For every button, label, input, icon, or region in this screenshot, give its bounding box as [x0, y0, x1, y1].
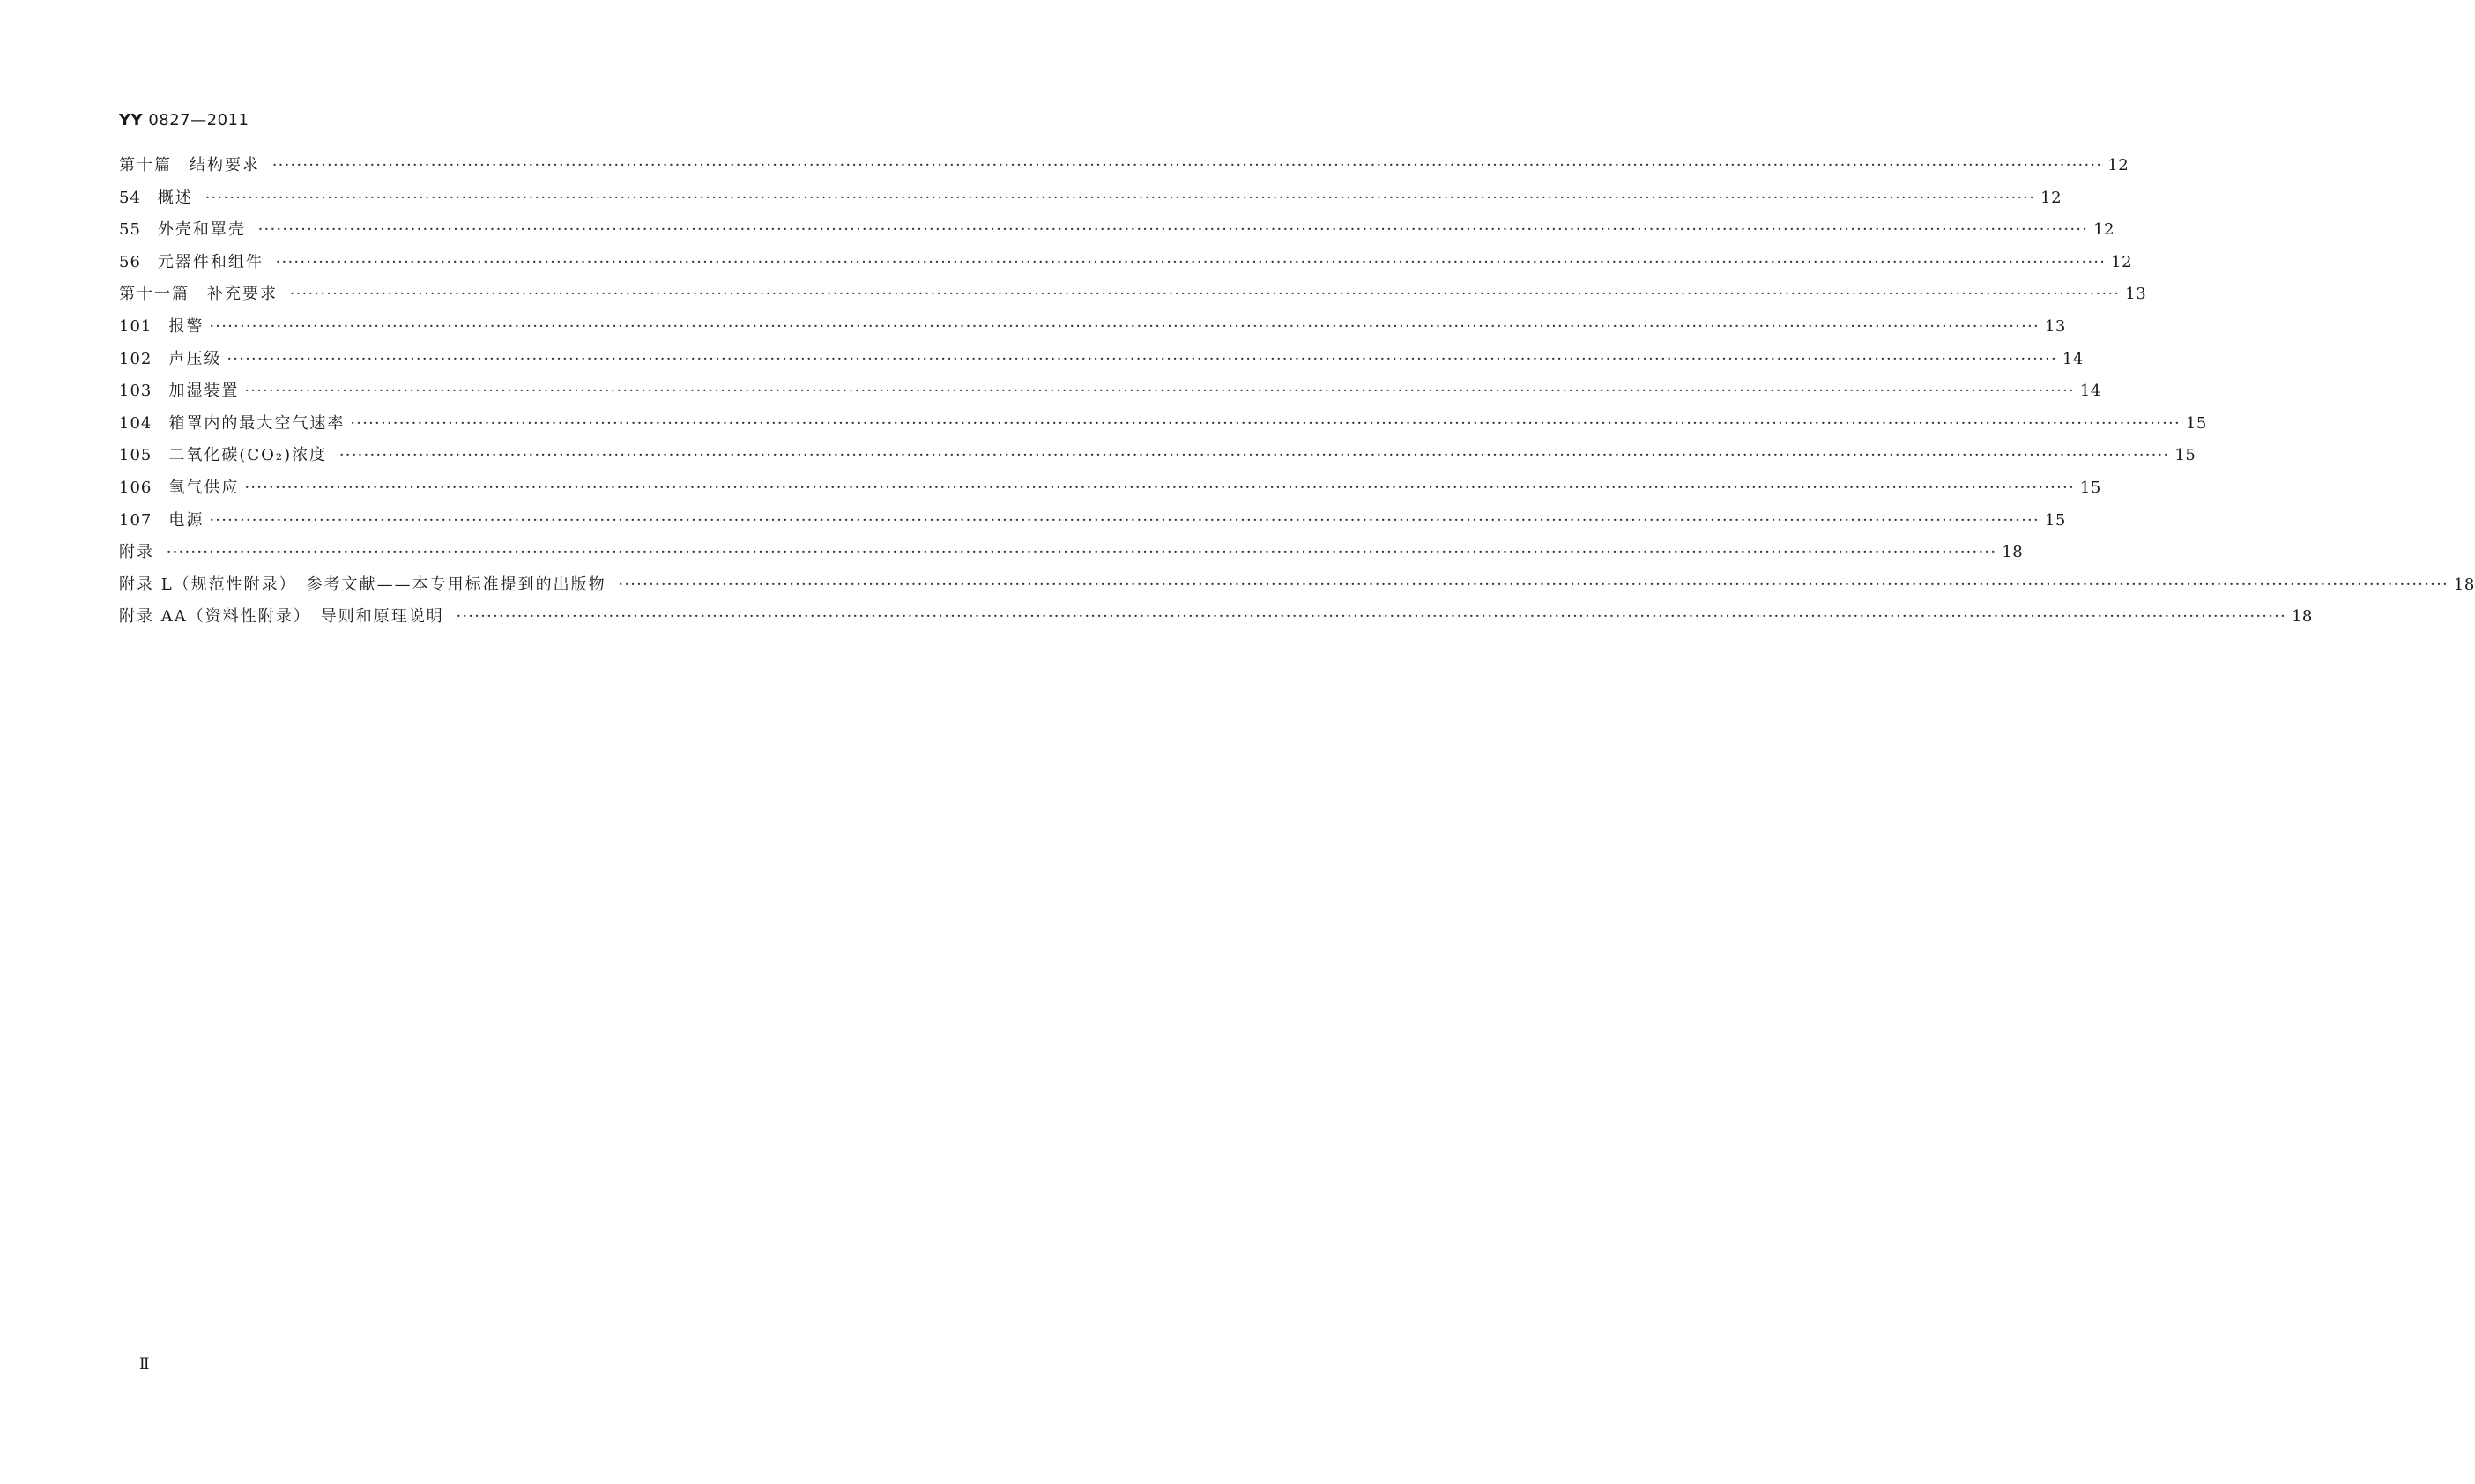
- toc-entry-page: 14: [2079, 382, 2101, 401]
- toc-entry-title: 附录: [119, 543, 161, 562]
- toc-entry-page: 13: [2125, 285, 2147, 304]
- toc-entry-number: 105: [119, 446, 169, 465]
- toc-entry[interactable]: [119, 413, 2207, 446]
- toc-entry-page: 15: [2044, 510, 2066, 530]
- toc-entry-title: 二氧化碳(CO₂)浓度: [168, 446, 334, 465]
- toc-entry-number: 54: [119, 188, 158, 207]
- toc-entry[interactable]: [119, 219, 2115, 252]
- toc-entry-title: 报警: [168, 316, 204, 336]
- toc-entry-page: 12: [2107, 156, 2129, 174]
- toc-entry-page: 12: [2093, 220, 2115, 240]
- toc-entry[interactable]: [119, 284, 2147, 316]
- toc-leader-dots: ············································································································································································································································································································: [209, 316, 2040, 336]
- toc-entry-title: 第十篇 结构要求: [119, 156, 267, 174]
- toc-entry-page: 18: [2002, 543, 2024, 562]
- toc-entry-title: 附录 AA（资料性附录） 导则和原理说明: [119, 607, 451, 627]
- toc-leader-dots: ············································································································································································································································································································: [289, 285, 2121, 304]
- table-of-contents: [119, 155, 2475, 639]
- standard-prefix: YY: [119, 111, 144, 130]
- toc-entry[interactable]: [119, 510, 2066, 543]
- toc-entry-number: 104: [119, 413, 169, 433]
- toc-entry-number: 56: [119, 252, 158, 271]
- toc-entry-title: 元器件和组件: [157, 252, 271, 271]
- toc-leader-dots: ············································································································································································································································································································: [338, 446, 2170, 465]
- toc-entry-page: 15: [2185, 413, 2207, 433]
- toc-entry-title: 箱罩内的最大空气速率: [168, 413, 346, 433]
- toc-entry-page: 15: [2079, 478, 2101, 497]
- page-number: Ⅱ: [139, 1355, 150, 1373]
- toc-entry-page: 14: [2062, 349, 2084, 368]
- toc-entry[interactable]: [119, 381, 2101, 413]
- toc-entry-title: 电源: [168, 510, 204, 530]
- toc-entry-page: 12: [2111, 252, 2133, 271]
- toc-entry-title: 声压级: [168, 349, 222, 368]
- toc-entry-title: 附录 L（规范性附录） 参考文献——本专用标准提到的出版物: [119, 575, 613, 594]
- standard-number: [119, 111, 249, 130]
- toc-leader-dots: ············································································································································································································································································································: [618, 575, 2449, 594]
- toc-entry-page: 18: [2453, 575, 2475, 594]
- toc-entry-number: 102: [119, 349, 169, 368]
- standard-code: 0827—2011: [148, 111, 249, 130]
- toc-entry-title: 概述: [157, 188, 200, 207]
- toc-entry[interactable]: [119, 349, 2084, 382]
- toc-leader-dots: ············································································································································································································································································································: [275, 252, 2107, 271]
- toc-entry-number: 101: [119, 316, 169, 336]
- toc-entry-number: 103: [119, 382, 169, 401]
- toc-entry-number: 106: [119, 478, 169, 497]
- toc-entry-page: 12: [2040, 188, 2062, 207]
- toc-entry[interactable]: [119, 155, 2129, 188]
- toc-entry[interactable]: [119, 575, 2475, 607]
- toc-entry-title: 加湿装置: [168, 382, 240, 401]
- toc-entry[interactable]: [119, 542, 2024, 575]
- toc-entry[interactable]: [119, 445, 2196, 478]
- toc-leader-dots: ············································································································································································································································································································: [456, 607, 2286, 627]
- toc-entry-title: 外壳和罩壳: [157, 220, 253, 240]
- toc-leader-dots: ············································································································································································································································································································: [166, 543, 1997, 562]
- toc-leader-dots: ············································································································································································································································································································: [244, 478, 2075, 497]
- toc-entry[interactable]: [119, 606, 2313, 639]
- toc-entry-title: 第十一篇 补充要求: [119, 285, 285, 304]
- toc-leader-dots: ············································································································································································································································································································: [204, 188, 2036, 207]
- toc-entry[interactable]: [119, 252, 2133, 285]
- toc-entry[interactable]: [119, 478, 2101, 510]
- toc-entry[interactable]: [119, 188, 2062, 220]
- toc-entry-number: 107: [119, 510, 169, 530]
- toc-entry-number: 55: [119, 220, 158, 240]
- toc-entry-page: 15: [2174, 446, 2196, 465]
- toc-entry-page: 13: [2044, 316, 2066, 336]
- toc-entry[interactable]: [119, 316, 2066, 349]
- toc-leader-dots: ············································································································································································································································································································: [350, 413, 2181, 433]
- toc-leader-dots: ············································································································································································································································································································: [227, 349, 2057, 368]
- toc-leader-dots: ············································································································································································································································································································: [271, 156, 2103, 174]
- toc-leader-dots: ············································································································································································································································································································: [257, 220, 2089, 240]
- toc-entry-title: 氧气供应: [168, 478, 240, 497]
- toc-entry-page: 18: [2291, 607, 2313, 627]
- toc-leader-dots: ············································································································································································································································································································: [244, 382, 2075, 401]
- toc-leader-dots: ············································································································································································································································································································: [209, 510, 2040, 530]
